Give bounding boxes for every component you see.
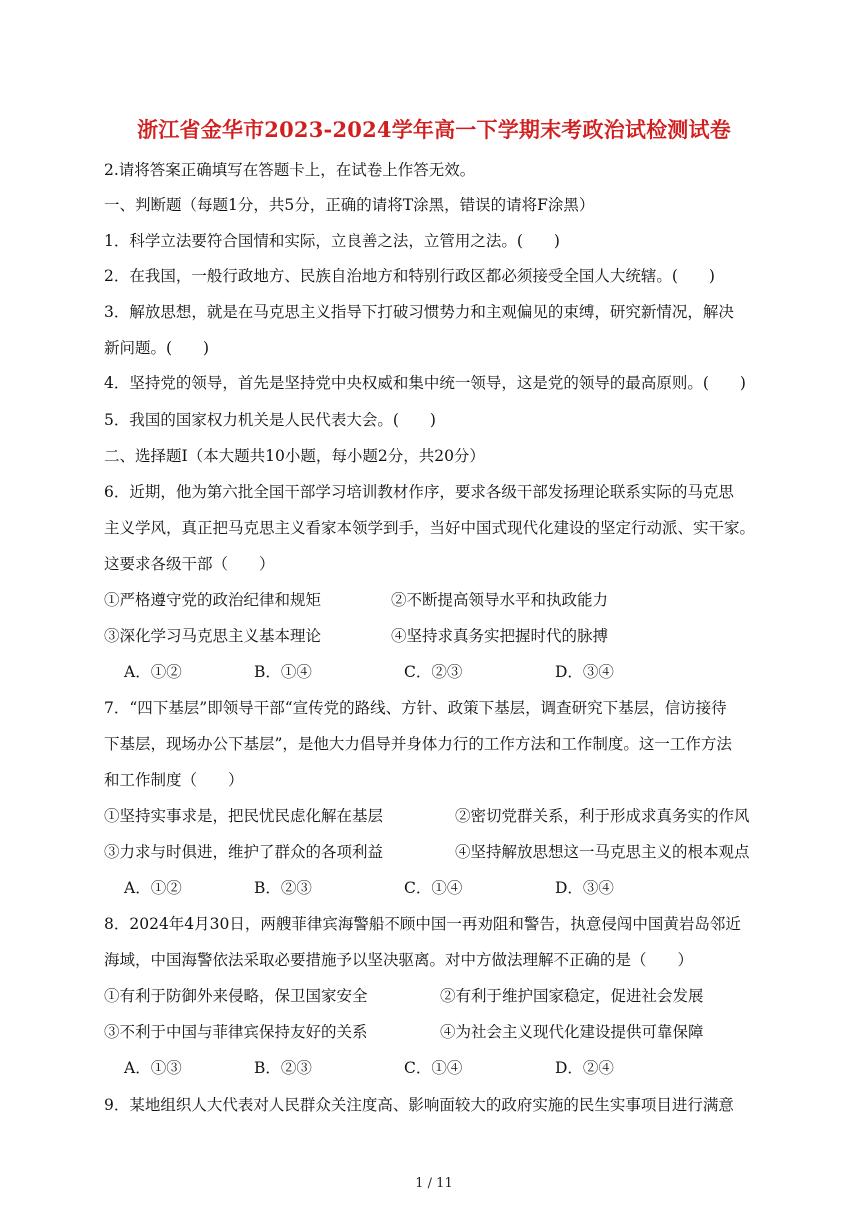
question-6-line-3: 这要求各级干部（ ）: [104, 555, 275, 573]
question-8-line-2: 海域，中国海警依法采取必要措施予以坚决驱离。对中方做法理解不正确的是（ ）: [104, 951, 694, 969]
q6-item-3: ③深化学习马克思主义基本理论: [104, 627, 322, 645]
q8-choice-a: A．①③: [124, 1059, 182, 1077]
q6-choice-c: C．②③: [404, 663, 463, 681]
q7-choice-b: B．②③: [254, 879, 312, 897]
question-7-line-2: 下基层，现场办公下基层”，是他大力倡导并身体力行的工作方法和工作制度。这一工作方法: [104, 735, 732, 753]
question-6-line-2: 主义学风，真正把马克思主义看家本领学到手，当好中国式现代化建设的坚定行动派、实干家。: [104, 519, 756, 537]
q7-item-4: ④坚持解放思想这一马克思主义的根本观点: [455, 843, 750, 861]
q7-choice-c: C．①④: [404, 879, 463, 897]
question-7-line-1: 7．“四下基层”即领导干部“宣传党的路线、方针、政策下基层，调查研究下基层，信访接待: [104, 699, 727, 717]
q8-choice-c: C．①④: [404, 1059, 463, 1077]
q6-choice-d: D．③④: [555, 663, 614, 681]
q7-choice-a: A．①②: [124, 879, 182, 897]
q8-item-1: ①有利于防御外来侵略，保卫国家安全: [104, 987, 368, 1005]
q8-item-3: ③不利于中国与菲律宾保持友好的关系: [104, 1023, 368, 1041]
question-1: 1．科学立法要符合国情和实际，立良善之法，立管用之法。( ): [104, 232, 560, 250]
question-2: 2．在我国，一般行政地方、民族自治地方和特别行政区都必须接受全国人大统辖。( ): [104, 267, 715, 285]
q6-choice-b: B．①④: [254, 663, 312, 681]
question-3-line-1: 3．解放思想，就是在马克思主义指导下打破习惯势力和主观偏见的束缚，研究新情况，解决: [104, 303, 734, 321]
q7-choice-d: D．③④: [555, 879, 614, 897]
q7-item-3: ③力求与时俱进，维护了群众的各项利益: [104, 843, 384, 861]
document-title: 浙江省金华市2023-2024学年高一下学期末考政治试检测试卷: [137, 117, 731, 142]
question-3-line-2: 新问题。( ): [104, 339, 210, 357]
question-4: 4．坚持党的领导，首先是坚持党中央权威和集中统一领导，这是党的领导的最高原则。( ): [104, 374, 746, 392]
q8-choice-b: B．②③: [254, 1059, 312, 1077]
q6-choice-a: A．①②: [124, 663, 182, 681]
section-heading-choice: 二、选择题Ⅰ（本大题共10小题，每小题2分，共20分）: [104, 447, 485, 465]
q8-item-2: ②有利于维护国家稳定，促进社会发展: [440, 987, 704, 1005]
q8-item-4: ④为社会主义现代化建设提供可靠保障: [440, 1023, 704, 1041]
q7-item-2: ②密切党群关系，利于形成求真务实的作风: [455, 807, 750, 825]
instruction-line: 2.请将答案正确填写在答题卡上，在试卷上作答无效。: [104, 161, 476, 179]
q6-item-1: ①严格遵守党的政治纪律和规矩: [104, 591, 322, 609]
page-number: 1 / 11: [415, 1176, 453, 1191]
q6-item-2: ②不断提高领导水平和执政能力: [391, 591, 609, 609]
q6-item-4: ④坚持求真务实把握时代的脉搏: [391, 627, 609, 645]
question-5: 5．我国的国家权力机关是人民代表大会。( ): [104, 411, 436, 429]
section-heading-judgement: 一、判断题（每题1分，共5分，正确的请将T涂黑，错误的请将F涂黑）: [104, 196, 595, 214]
question-6-line-1: 6．近期，他为第六批全国干部学习培训教材作序，要求各级干部发扬理论联系实际的马克思: [104, 483, 734, 501]
question-9-line-1: 9．某地组织人大代表对人民群众关注度高、影响面较大的政府实施的民生实事项目进行满意: [104, 1096, 734, 1114]
q7-item-1: ①坚持实事求是，把民忧民虑化解在基层: [104, 807, 384, 825]
question-8-line-1: 8．2024年4月30日，两艘菲律宾海警船不顾中国一再劝阻和警告，执意侵闯中国黄岩岛邻近: [104, 915, 741, 933]
q8-choice-d: D．②④: [555, 1059, 614, 1077]
question-7-line-3: 和工作制度（ ）: [104, 771, 244, 789]
